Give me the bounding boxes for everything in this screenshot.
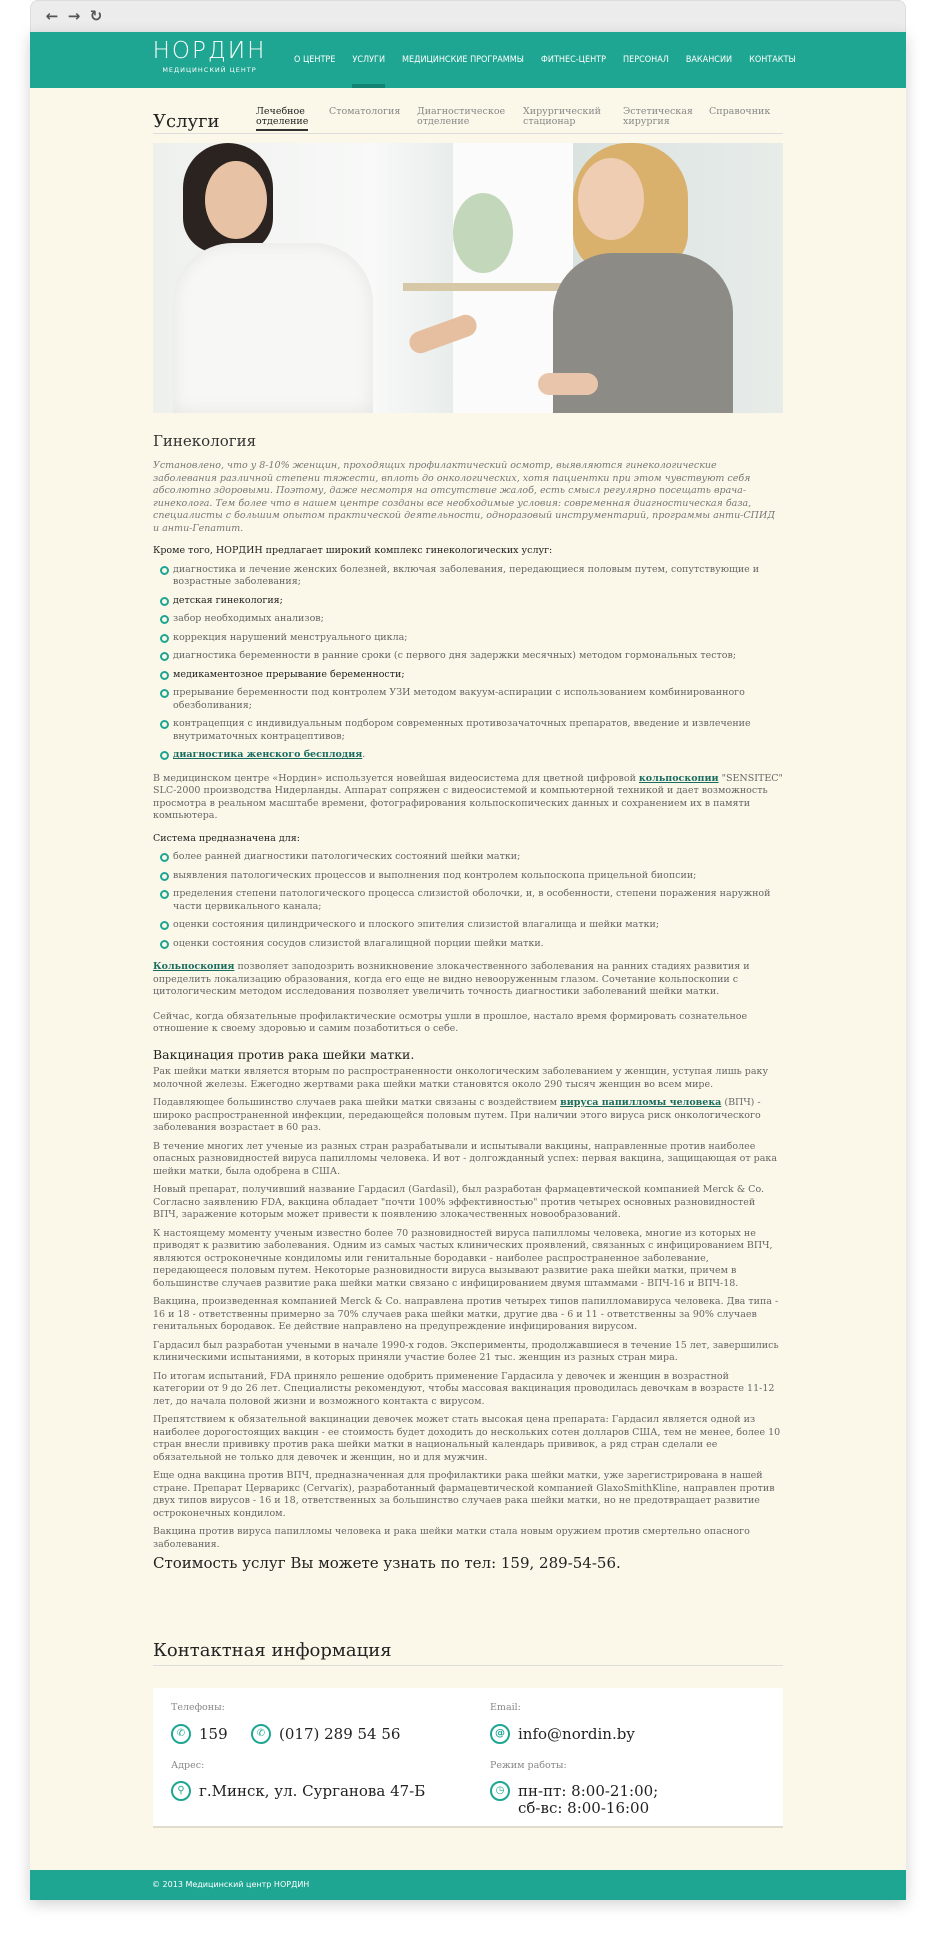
nav-fitness[interactable]: ФИТНЕС-ЦЕНТР [540, 55, 606, 65]
logo-title: НОРДИН [152, 38, 267, 64]
article-intro: Установлено, что у 8-10% женщин, проходящих профилактический осмотр, выявляются гинекологические заболевания различной степени тяжести, вплоть до онкологических, хотя пациентки при этом чувствуют себя абсолютно здоровыми. Поэтому, даже несмотря на отсутствие жалоб, есть смысл регулярно посещать врача-гинеколога. Тем более что в нашем центре созданы все необходимые условия: современная диагностическая база, специалисты с большим опытом практической деятельности, одноразовый инструментарий, программы анти-СПИД и анти-Гепатит. [153, 460, 775, 534]
list-item: более ранней диагностики патологических состояний шейки матки; [153, 851, 783, 864]
vac-paragraph: Препятствием к обязательной вакцинации девочек может стать высокая цена препарата: Гардасил является одной из наиболее дорогостоящих вакцин - ее стоимость будет доходить до нескольких сотен долларов США, тем не менее, более 10 стран внесли прививку против рака шейки матки в национальный календарь прививок, а ряд стран сделали ее обязательной не только для девочек и женщин, но и для мужчин. [153, 1414, 781, 1463]
patient-hand [538, 373, 598, 395]
forward-arrow-icon[interactable]: → [67, 7, 81, 25]
vaccination-title: Вакцинация против рака шейки матки. [153, 1046, 415, 1062]
tab-label-line1: Эстетическая [623, 106, 693, 117]
article-title: Гинекология [153, 432, 257, 450]
doctor-coat [173, 243, 373, 413]
vac-paragraph: Новый препарат, получивший название Гардасил (Gardasil), был разработан фармацевтической компанией Merck & Co. Согласно заявлению FDA, вакцина обладает "почти 100% эффективностью" против четырех основных разновидностей ВПЧ, заражение которым может привести к появлению злокачественных новообразований. [153, 1184, 765, 1220]
list-item: детская гинекология; [153, 595, 783, 608]
text-span: "SENSITEC" SLC-2000 производства Нидерланды. Аппарат сопряжен с видеосистемой и компьютерной техникой и дает возможность просмотра в реальном масштабе времени, фотографирования кольпоскопических данных и сохранением их в памяти компьютера. [153, 772, 783, 821]
colposcopy-paragraph-2 [153, 961, 783, 999]
text-span: В медицинском центре «Нордин» используется новейшая видеосистема для цветной цифровой [153, 772, 639, 784]
tab-diagnostics[interactable] [417, 107, 505, 127]
tab-reference[interactable] [709, 107, 770, 117]
contacts-box [153, 1688, 783, 1828]
email-link[interactable]: info@nordin.by [518, 1725, 635, 1743]
system-list-lead: Система предназначена для: [153, 832, 300, 844]
nav-services[interactable]: УСЛУГИ [352, 32, 385, 88]
nav-about[interactable]: О ЦЕНТРЕ [294, 55, 336, 65]
main-nav [294, 32, 813, 88]
tab-therapy[interactable] [256, 107, 308, 131]
text-span: (ВПЧ) - широко распространенной инфекции, передающейся половым путем. При наличии этого вируса риск онкологического заболевания возрастает в 60 раз. [153, 1097, 761, 1133]
list-item: диагностика беременности в ранние сроки (с первого дня задержки месячных) методом гормональных тестов; [153, 650, 783, 663]
vac-paragraph: Гардасил был разработан учеными в начале 1990-х годов. Эксперименты, продолжавшиеся в течение 15 лет, завершились клиническими испытаниями, в которых приняли участие более 21 тыс. женщин из разных стран мира. [153, 1339, 779, 1363]
list-item: диагностика женского бесплодия. [153, 749, 783, 762]
phones-label: Телефоны: [171, 1702, 225, 1713]
hours-label: Режим работы: [490, 1760, 567, 1771]
tab-aesthetic[interactable] [623, 107, 693, 127]
tab-label-line2: отделение [256, 116, 309, 127]
nav-contacts[interactable]: КОНТАКТЫ [749, 55, 796, 65]
colposcopy-link-2[interactable]: Кольпоскопия [153, 961, 235, 972]
vac-paragraph: По итогам испытаний, FDA приняло решение одобрить применение Гардасила у девочек и женщин в возрастной категории от 9 до 26 лет. Специалисты рекомендуют, чтобы массовая вакцинация проводилась девочкам в возрасте 11-12 лет, до начала половой жизни и возможного контакта с вирусом. [153, 1370, 775, 1407]
article [153, 432, 783, 1570]
list-item: коррекция нарушений менструального цикла; [153, 632, 783, 645]
price-note: Стоимость услуг Вы можете узнать по тел: 159, 289-54-56. [153, 1554, 621, 1572]
site-header [30, 32, 906, 88]
list-item: медикаментозное прерывание беременности; [153, 669, 783, 682]
vac-paragraph [153, 1097, 783, 1135]
hpv-link[interactable]: вируса папилломы человека [560, 1097, 722, 1108]
doctor-face [205, 161, 267, 239]
tab-label-line2: отделение [417, 116, 470, 127]
services-list-lead: Кроме того, НОРДИН предлагает широкий комплекс гинекологических услуг: [153, 545, 553, 556]
nav-vacancies[interactable]: ВАКАНСИИ [685, 55, 733, 65]
hours-weekend: сб-вс: 8:00-16:00 [518, 1799, 650, 1817]
email-label: Email: [490, 1702, 521, 1713]
vac-paragraph: В течение многих лет ученые из разных стран разрабатывали и испытывали вакцины, направленные против наиболее опасных разновидностей вируса папилломы человека. И вот - долгожданный успех: первая вакцина, защищающая от рака шейки матки, была одобрена в США. [153, 1140, 778, 1177]
back-arrow-icon[interactable]: ← [45, 7, 59, 25]
contacts-title: Контактная информация [153, 1640, 783, 1666]
hero-image [153, 143, 783, 413]
infertility-link[interactable]: диагностика женского бесплодия [173, 749, 363, 760]
plant [453, 193, 513, 273]
address-label: Адрес: [171, 1760, 205, 1771]
list-item: пределения степени патологического процесса слизистой оболочки, и, в особенности, степени поражения наружной части цервикального канала; [153, 888, 783, 913]
phone-icon: ✆ [251, 1724, 271, 1744]
nav-programs[interactable]: МЕДИЦИНСКИЕ ПРОГРАММЫ [402, 55, 524, 65]
list-item: диагностика и лечение женских болезней, включая заболевания, передающиеся половым путем, сопутствующие и возрастные заболевания; [153, 564, 783, 589]
nav-staff[interactable]: ПЕРСОНАЛ [623, 55, 669, 65]
clock-icon: ◷ [490, 1781, 510, 1801]
location-pin-icon: ⚲ [171, 1781, 191, 1801]
phone-icon: ✆ [171, 1724, 191, 1744]
list-item: выявления патологических процессов и выполнения под контролем кольпоскопа прицельной биопсии; [153, 870, 783, 883]
hours-weekdays: пн-пт: 8:00-21:00; [518, 1782, 659, 1800]
list-item: контрацепция с индивидуальным подбором современных противозачаточных препаратов, введение и извлечение внутриматочных контрацептивов; [153, 718, 783, 743]
text-span: Подавляющее большинство случаев рака шейки матки связаны с воздействием [153, 1097, 561, 1108]
text-span: позволяет заподозрить возникновение злокачественного заболевания на ранних стадиях развития и определить локализацию образования, когда его еще не видно невооруженным глазом. Сочетание кольпоскопии с цитологическим методом исследования позволяет увеличить точность диагностики заболеваний шейки матки. [153, 961, 750, 997]
tab-label-line1: Справочник [709, 106, 771, 117]
tab-label-line1: Диагностическое [417, 106, 506, 117]
list-item: оценки состояния цилиндрического и плоского эпителия слизистой влагалища и шейки матки; [153, 919, 783, 932]
patient-face [578, 158, 644, 240]
page-title: Услуги [153, 111, 220, 132]
list-item: забор необходимых анализов; [153, 613, 783, 626]
phone-1[interactable]: 159 [199, 1725, 228, 1743]
colposcopy-paragraph [153, 773, 783, 823]
tab-dentistry[interactable] [329, 107, 400, 117]
logo[interactable] [152, 38, 267, 74]
reload-icon[interactable]: ↻ [89, 7, 103, 25]
page-frame [30, 32, 906, 1900]
tab-label-line1: Стоматология [329, 106, 401, 117]
vac-paragraph: К настоящему моменту ученым известно более 70 разновидностей вируса папилломы человека, многие из которых не приводят к развитию заболевания. Одним из самых частых клинических проявлений, связанных с инфицированием ВПЧ, являются остроконечные кондиломы или генитальные бородавки - наиболее распространенное заболевание, передающееся половым путем. Некоторые разновидности вируса вызывают развитие рака шейки матки, причем в большинстве случаев развитие рака шейки матки связано с инфицированием двумя штаммами - ВПЧ-16 и ВПЧ-18. [153, 1227, 773, 1289]
services-list [153, 564, 783, 762]
tab-surgery[interactable] [523, 107, 601, 127]
tab-label-line2: стационар [523, 116, 576, 127]
site-footer: © 2013 Медицинский центр НОРДИН [30, 1870, 906, 1900]
phone-2[interactable]: (017) 289 54 56 [279, 1725, 401, 1743]
email-icon: @ [490, 1724, 510, 1744]
list-item: оценки состояния сосудов слизистой влагалищной порции шейки матки. [153, 938, 783, 951]
vac-paragraph: Вакцина против вируса папилломы человека и рака шейки матки стала новым оружием против смертельно опасного заболевания. [153, 1526, 750, 1550]
system-list [153, 851, 783, 950]
shelf [403, 283, 583, 291]
logo-subtitle: МЕДИЦИНСКИЙ ЦЕНТР [162, 66, 257, 74]
tab-label-line2: хирургия [623, 116, 670, 127]
browser-toolbar [30, 0, 906, 32]
vac-paragraph: Еще одна вакцина против ВПЧ, предназначенная для профилактики рака шейки матки, уже зарегистрирована в нашей стране. Препарат Церварикс (Cervarix), разработанный фармацевтической компанией GlaxoSmithKline, направлен против двух типов вирусов - 16 и 18, ответственных за большинство случаев рака шейки матки, но не предотвращает развитие остроконечных кондилом. [153, 1470, 775, 1519]
colposcopy-link[interactable]: кольпоскопии [638, 772, 719, 784]
tab-label-line1: Лечебное [256, 106, 305, 117]
vac-paragraph: Вакцина, произведенная компанией Merck & Co. направлена против четырех типов папилломавируса человека. Два типа - 16 и 18 - ответственны примерно за 70% случаев рака шейки матки, другие два - 6 и 11 - ответственны за 90% случаев генитальных бородавок. Ее действие направлено на предупреждение инфицирования вирусом. [153, 1296, 779, 1332]
address-value: г.Минск, ул. Сурганова 47-Б [199, 1782, 426, 1800]
awareness-paragraph: Сейчас, когда обязательные профилактические осмотры ушли в прошлое, настало время формировать сознательное отношение к своему здоровью и самим позаботиться о себе. [153, 1010, 748, 1034]
tab-label-line1: Хирургический [523, 106, 601, 117]
vac-paragraph: Рак шейки матки является вторым по распространенности онкологическим заболеванием у женщин, уступая лишь раку молочной железы. Ежегодно жертвами рака шейки матки становятся около 290 тысяч женщин во всем мире. [153, 1066, 769, 1090]
list-item: прерывание беременности под контролем УЗИ методом вакуум-аспирации с использованием комбинированного обезболивания; [153, 687, 783, 712]
services-header [153, 106, 783, 134]
